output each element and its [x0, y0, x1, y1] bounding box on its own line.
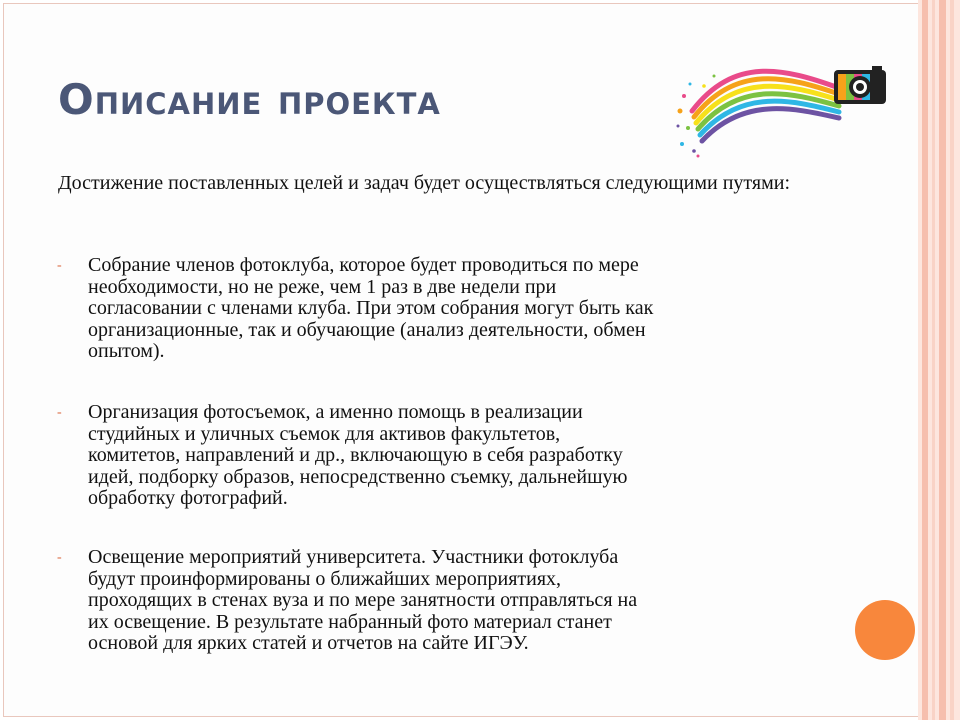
- slide-title: Описание проекта: [58, 75, 441, 124]
- rainbow-camera-icon: [674, 56, 894, 166]
- bullet-item-meetings: [57, 254, 818, 363]
- bullet-line: комитетов, направлений и др., включающую в себя разработку: [88, 444, 623, 466]
- bullet-line: обработку фотографий.: [88, 487, 288, 509]
- right-stripes-decoration: [918, 0, 960, 720]
- bullet-line: опытом).: [88, 340, 165, 362]
- bullet-line: основой для ярких статей и отчетов на сайте ИГЭУ.: [88, 632, 529, 654]
- bullet-line: необходимости, но не реже, чем 1 раз в две недели при: [88, 275, 557, 298]
- bullet-line: согласовании с членами клуба. При этом собрания могут быть как: [88, 297, 654, 319]
- bullet-line: Организация фотосъемок, а именно помощь в реализации: [88, 401, 583, 423]
- bullet-line: Собрание членов фотоклуба, которое будет проводиться по мере: [88, 254, 639, 276]
- intro-text: Достижение поставленных целей и задач будет осуществляться следующими путями:: [58, 172, 791, 194]
- bullet-item-photoshoots: [57, 401, 818, 510]
- bullet-marker: -: [57, 258, 62, 273]
- bullet-marker: -: [57, 550, 62, 565]
- bullet-line: студийных и уличных съемок для активов факультетов,: [88, 422, 561, 445]
- bullet-marker: -: [57, 405, 62, 420]
- bullet-line: Освещение мероприятий университета. Участники фотоклуба: [88, 546, 619, 568]
- accent-circle-decoration: [855, 600, 915, 660]
- bullet-line: организационные, так и обучающие (анализ деятельности, обмен: [88, 318, 646, 341]
- bullet-line: проходящих в стенах вуза и по мере занятности отправляться на: [88, 589, 638, 611]
- bullet-item-event-coverage: [57, 546, 818, 655]
- bullet-line: будут проинформированы о ближайших мероприятиях,: [88, 567, 562, 590]
- bullet-line: идей, подборку образов, непосредственно съемку, дальнейшую: [88, 465, 628, 488]
- bullet-line: их освещение. В результате набранный фото материал станет: [88, 610, 612, 633]
